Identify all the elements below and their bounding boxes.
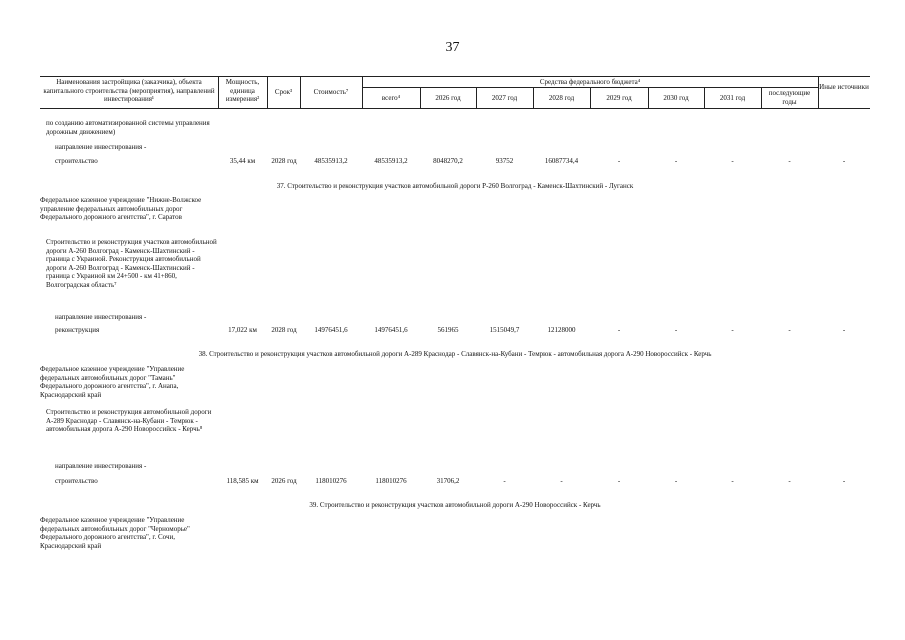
header-cost: Стоимость⁷ [313, 88, 349, 96]
row-term: 2028 год [271, 157, 297, 165]
row-2027: 93752 [495, 157, 514, 165]
row-cost: 48535913,2 [314, 157, 348, 165]
row-2029: - [617, 477, 621, 485]
header-name: Наименования застройщика (заказчика), объекта капитального строительства (мероприятия), направлений инвестирования¹ [43, 78, 215, 104]
header-2029: 2029 год [606, 94, 632, 102]
row-2027: - [503, 477, 506, 485]
section-37-customer: Федеральное казенное учреждение "Нижне-Волжское управление федеральных автомобильных дорог Федерального дорожного агентства", г. Саратов [40, 196, 202, 222]
row-term: 2028 год [271, 326, 297, 334]
header-term: Срок³ [274, 88, 293, 96]
header-capacity: Мощность, единица измерения² [225, 78, 260, 104]
row-2030: - [674, 477, 678, 485]
row-2031: - [731, 157, 734, 165]
row-later: - [788, 477, 791, 485]
col-divider [818, 76, 819, 108]
section-37-object: Строительство и реконструкция участков автомобильной дороги А-260 Волгоград - Каменск-Шахтинский - граница с Украиной. Реконструкция автомобильной дороги А-260 Волгоград - Каменск-Шахтинский - граница с Украиной км 24+500 - км 41+860, Волгоградская область⁷ [46, 238, 217, 289]
row-total: 48535913,2 [374, 157, 408, 165]
row-later: - [788, 157, 791, 165]
header-2027: 2027 год [491, 94, 518, 102]
row-other: - [842, 326, 846, 334]
section-37-direction: направление инвестирования - [55, 313, 147, 321]
header-2028: 2028 год [548, 94, 575, 102]
row-name: строительство [55, 157, 98, 165]
row-term: 2026 год [271, 477, 297, 485]
section-39-customer: Федеральное казенное учреждение "Управление федеральных автомобильных дорог "Черноморье" Федерального дорожного агентства", г. Сочи, Краснодарский край [40, 516, 190, 550]
header-federal-budget: Средства федерального бюджета⁴ [539, 78, 641, 86]
row-2030: - [674, 157, 678, 165]
row-name: строительство [55, 477, 98, 485]
row-capacity: 118,585 км [226, 477, 259, 485]
row-cost: 118010276 [315, 477, 347, 485]
row-2028: - [560, 477, 563, 485]
block1-text: по созданию автоматизированной системы управления дорожным движением) [46, 119, 210, 136]
header-total: всего⁴ [381, 94, 401, 102]
row-capacity: 17,022 км [228, 326, 257, 334]
row-2029: - [617, 157, 621, 165]
row-cost: 14976451,6 [314, 326, 348, 334]
section-37-title: 37. Строительство и реконструкция участков автомобильной дороги Р-260 Волгоград - Каменск-Шахтинский - Луганск [276, 182, 634, 190]
row-2026: 561965 [437, 326, 459, 334]
row-name: реконструкция [55, 326, 100, 334]
section-38-object: Строительство и реконструкция автомобильной дороги А-289 Краснодар - Славянск-на-Кубани - Темрюк - автомобильная дорога А-290 Новороссийск - Керчь⁸ [46, 408, 212, 434]
section-39-title: 39. Строительство и реконструкция участков автомобильной дороги А-290 Новороссийск - Керчь [309, 501, 601, 509]
row-2026: 31706,2 [436, 477, 460, 485]
section-38-customer: Федеральное казенное учреждение "Управление федеральных автомобильных дорог "Тамань" Федерального дорожного агентства", г. Анапа, Краснодарский край [40, 365, 185, 399]
header-2026: 2026 год [435, 94, 461, 102]
row-2029: - [617, 326, 621, 334]
page-number: 37 [445, 40, 460, 55]
header-other-sources: Иные источники [819, 83, 869, 91]
row-later: - [788, 326, 791, 334]
header-bottom-rule [40, 108, 870, 109]
header-top-rule [40, 76, 870, 77]
header-2030: 2030 год [663, 94, 689, 102]
row-2027: 1515049,7 [489, 326, 520, 334]
section-38-title: 38. Строительство и реконструкция участков автомобильной дороги А-289 Краснодар - Славянск-на-Кубани - Темрюк - автомобильная дорога А-290 Новороссийск - Керчь [198, 350, 712, 358]
block1-direction: направление инвестирования - [55, 143, 147, 151]
header-2031: 2031 год [719, 94, 746, 102]
row-2028: 12128000 [547, 326, 576, 334]
row-other: - [842, 477, 846, 485]
row-2031: - [731, 477, 734, 485]
row-total: 14976451,6 [374, 326, 408, 334]
section-38-direction: направление инвестирования - [55, 462, 147, 470]
row-2028: 16087734,4 [544, 157, 579, 165]
row-total: 118010276 [375, 477, 407, 485]
header-later-years: последующие годы [768, 89, 811, 106]
row-2030: - [674, 326, 678, 334]
row-2031: - [731, 326, 734, 334]
row-other: - [842, 157, 846, 165]
row-capacity: 35,44 км [229, 157, 256, 165]
row-2026: 8048270,2 [433, 157, 463, 165]
